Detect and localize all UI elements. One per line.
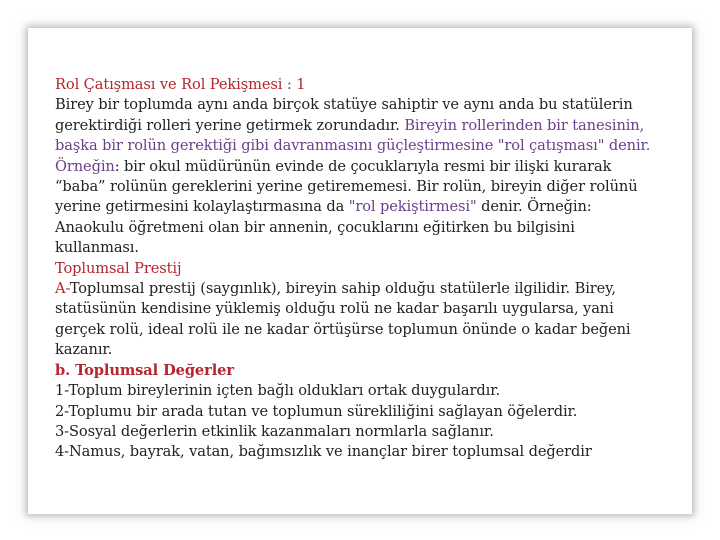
text-line (55, 279, 695, 299)
heading-social-values: b. Toplumsal Değerler (55, 361, 234, 379)
heading-role-conflict: Rol Çatışması ve Rol Pekişmesi : 1 (55, 76, 306, 93)
text-line: statüsünün kendisine yüklemiş olduğu rolü ne kadar başarılı uygularsa, yani (55, 300, 614, 318)
text-segment: yerine getirmesini kolaylaştırmasına da (55, 198, 349, 216)
text-line: kazanır. (55, 341, 113, 359)
list-item: 2-Toplumu bir arada tutan ve toplumun sürekliliğini sağlayan öğelerdir. (55, 402, 578, 420)
text-line: kullanması. (55, 239, 139, 257)
role-conflict-definition: başka bir rolün gerektiği gibi davranmasını güçleştirmesine "rol çatışması" denir. (55, 137, 651, 155)
text-body (55, 75, 695, 463)
example-label: Örneğin (55, 157, 115, 175)
heading-social-prestige: Toplumsal Prestij (55, 259, 182, 277)
text-segment: gerektirdiği rolleri yerine getirmek zorundadır. (55, 116, 405, 134)
text-line (55, 116, 695, 136)
text-line (55, 197, 695, 217)
list-marker: A- (55, 280, 70, 298)
text-segment: denir. Örneğin: (476, 198, 592, 216)
text-line: Birey bir toplumda aynı anda birçok statüye sahiptir ve aynı anda bu statülerin (55, 96, 633, 114)
text-line: gerçek rolü, ideal rolü ile ne kadar örtüşürse toplumun önünde o kadar beğeni (55, 320, 631, 338)
list-item: 3-Sosyal değerlerin etkinlik kazanmaları normlarla sağlanır. (55, 422, 494, 440)
text-segment: : bir okul müdürünün evinde de çocuklarıyla resmi bir ilişki kurarak (114, 157, 612, 175)
text-line (55, 157, 695, 177)
list-item: 1-Toplum bireylerinin içten bağlı oldukları ortak duygulardır. (55, 382, 501, 400)
list-item: 4-Namus, bayrak, vatan, bağımsızlık ve inançlar birer toplumsal değerdir (55, 443, 592, 461)
text-line: Anaokulu öğretmeni olan bir annenin, çocuklarını eğitirken bu bilgisini (55, 218, 575, 236)
text-line: “baba” rolünün gereklerini yerine getirememesi. Bir rolün, bireyin diğer rolünü (55, 178, 638, 196)
highlighted-term: "rol pekiştirmesi" (348, 198, 477, 216)
text-segment: Toplumsal prestij (saygınlık), bireyin sahip olduğu statülerle ilgilidir. Birey, (69, 280, 616, 298)
highlighted-text: Bireyin rollerinden bir tanesinin, (404, 116, 645, 134)
